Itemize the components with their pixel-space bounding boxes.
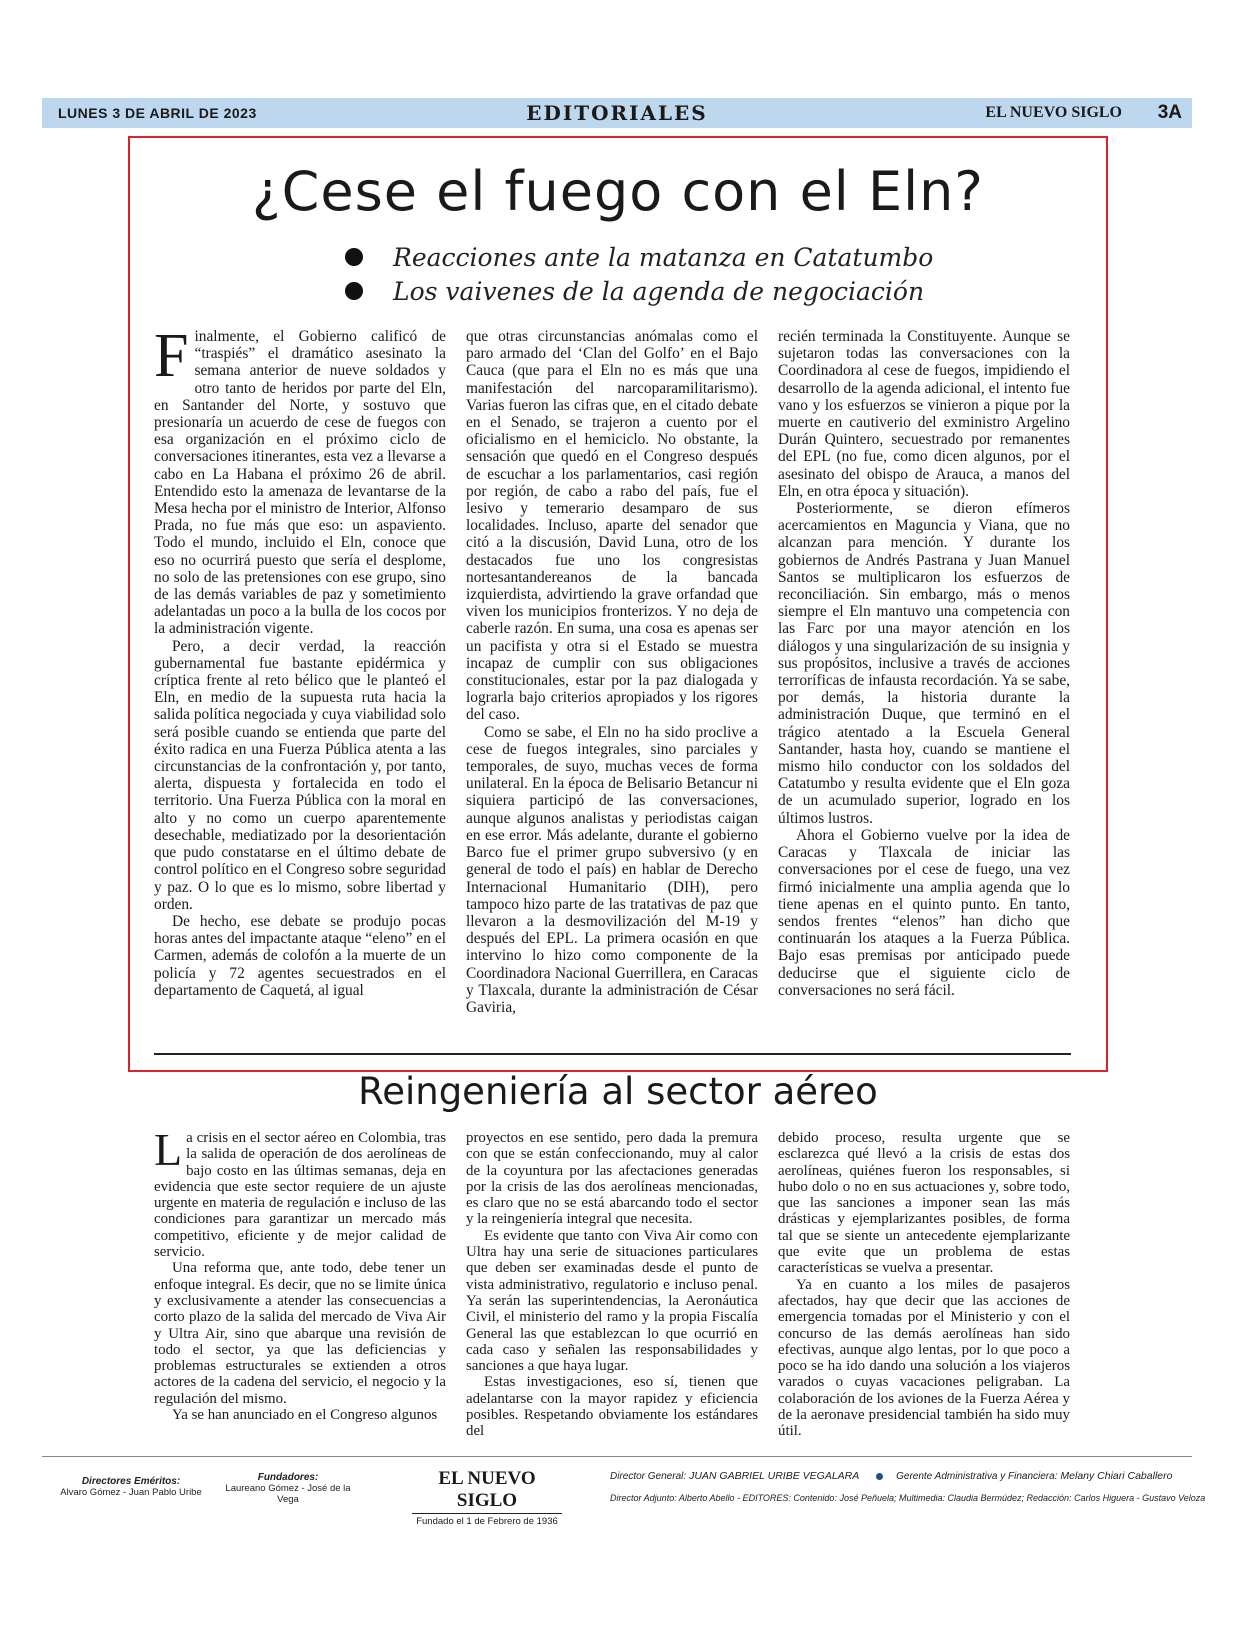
footer-divider <box>42 1456 1192 1457</box>
issue-date: LUNES 3 DE ABRIL DE 2023 <box>58 105 257 121</box>
paragraph: Ya en cuanto a los miles de pasajeros afectados, hay que decir que las acciones de emergencia tomadas por el Ministerio y con el concurso de las demás aerolíneas han sido efectivas, aunque algo lentas, por lo que poco a poco se ha ido dando una solución a los viajeros varados o cuyas vacaciones peligraban. La colaboración de los aviones de la Fuerza Aérea y de la aeronave presidencial también ha sido muy útil. <box>778 1276 1070 1440</box>
paragraph: Como se sabe, el Eln no ha sido proclive a cese de fuegos integrales, sino parciales y temporales, de suyo, muchas veces de forma unilateral. En la época de Belisario Betancur ni siquiera participó de las conversaciones, aunque algunos analistas y periodistas caigan en ese error. Más adelante, durante el gobierno Barco fue el primer grupo subversivo (y en general de todo el país) en hablar de Derecho Internacional Humanitario (DIH), pero tampoco hizo parte de las tratativas de paz que llevaron a la desmovilización del M-19 y después del EPL. La primera ocasión en que intervino lo hizo como componente de la Coordinadora Nacional Guerrillera, en Caracas y Tlaxcala, durante la administración de César Gaviria, <box>466 723 758 1016</box>
footer-value: Laureano Gómez - José de la Vega <box>225 1483 351 1505</box>
editorial-1-column-1 <box>154 322 446 999</box>
paragraph-text: a crisis en el sector aéreo en Colombia, tras la salida de operación de dos aerolíneas de bajo costo en las últimas semanas, deja en evidencia que este sector requiere de un ajuste urgente en materia de regulación e incluso de las condiciones para garantizar un mercado más competitivo, eficiente y de mejor calidad de servicio. <box>154 1130 446 1261</box>
editorial-2-column-2 <box>466 1130 758 1440</box>
paragraph: Pero, a decir verdad, la reacción gubernamental fue bastante epidérmica y críptica frente al reto bélico que le planteó el Eln, en medio de la supuesta ruta hacia la salida política negociada y cuya viabilidad solo será posible cuando se entienda que parte del éxito radica en una Fuerza Pública atenta a las circunstancias de la confrontación y, por tanto, alerta, dispuesta y fortalecida en todo el territorio. Una Fuerza Pública con la moral en alto y no como un cuerpo aparentemente desechable, mediatizado por la desorientación que pudo constatarse en el último debate de control político en el Congreso sobre seguridad y paz. O lo que es lo mismo, sobre libertad y orden. <box>154 637 446 913</box>
newspaper-logo: EL NUEVO SIGLO <box>985 104 1122 121</box>
emeritus-directors <box>56 1476 206 1498</box>
section-divider <box>154 1053 1071 1055</box>
subhead-item <box>345 240 933 274</box>
editorial-1-subheads <box>345 240 933 308</box>
paragraph: Estas investigaciones, eso sí, tienen que adelantarse con la mayor rapidez y eficiencia posibles. Respetando obviamente los estándares del <box>466 1374 758 1440</box>
editorial-1-title: ¿Cese el fuego con el Eln? <box>252 160 984 223</box>
founded-date: Fundado el 1 de Febrero de 1936 <box>416 1516 558 1527</box>
staff-line: Director Adjunto: Alberto Abello - EDITORES: Contenido: José Peñuela; Multimedia: Claudia Bermúdez; Redacción: Carlos Higuera - Gustavo Veloza <box>610 1493 1206 1503</box>
paragraph: proyectos en ese sentido, pero dada la premura con que se están confeccionando, muy al calor de la coyuntura por las afectaciones generadas por la crisis de las dos aerolíneas mencionadas, es claro que no se está abarcando todo el sector y la reingeniería integral que necesita. <box>466 1130 758 1228</box>
editorial-2-column-3 <box>778 1130 1070 1440</box>
bullet-icon <box>345 248 363 266</box>
masthead-line <box>610 1470 1172 1482</box>
paragraph: debido proceso, resulta urgente que se esclarezca qué llevó a la crisis de estas dos aerolíneas, quiénes fueron los responsables, si hubo dolo o no en sus actuaciones y, sobre todo, que las sanciones a imponer sean las más drásticas y ejemplarizantes posibles, de forma tal que se siente un antecedente ejemplarizante que evite que un problema de estas características se vuelva a presentar. <box>778 1130 1070 1277</box>
subhead-item <box>345 274 933 308</box>
editorial-2-column-1 <box>154 1124 446 1424</box>
page-number: 3A <box>1157 102 1182 123</box>
footer-logo-block <box>412 1468 562 1527</box>
editorial-1-column-3 <box>778 328 1070 999</box>
paragraph: De hecho, ese debate se produjo pocas horas antes del impactante ataque “eleno” en el Carmen, además de colofón a la muerte de un policía y 72 agentes secuestrados en el departamento de Caquetá, al igual <box>154 912 446 999</box>
paragraph <box>154 322 446 638</box>
paragraph: Ahora el Gobierno vuelve por la idea de Caracas y Tlaxcala de iniciar las conversaciones por el cese de fuego, una vez firmó inicialmente una amplia agenda que lo tiene apenas en el quinto punto. En tanto, sendos frentes “elenos” han dicho que continuarán los ataques a la Fuerza Pública. Bajo esas premisas por anticipado puede deducirse que el siguiente ciclo de conversaciones no será fácil. <box>778 826 1070 999</box>
editorial-2-title: Reingeniería al sector aéreo <box>358 1070 878 1113</box>
drop-cap: F <box>154 322 189 390</box>
founders <box>218 1472 358 1505</box>
footer-value: Alvaro Gómez - Juan Pablo Uribe <box>60 1487 202 1498</box>
page-header <box>42 98 1192 128</box>
paragraph: Ya se han anunciado en el Congreso algunos <box>172 1407 438 1424</box>
footer-logo: EL NUEVO SIGLO <box>412 1468 562 1514</box>
separator-dot-icon <box>876 1473 883 1480</box>
paragraph: Posteriormente, se dieron efímeros acercamientos en Maguncia y Viana, que no alcanzan para mención. Y durante los gobiernos de Andrés Pastrana y Juan Manuel Santos se multiplicaron los esfuerzos de reconciliación. Sin embargo, más o menos siempre el Eln mantuvo una competencia con las Farc por una mayor atención en los diálogos y una singularización de su insignia y sus propósitos, inclusive a través de acciones terroríficas de infausta recordación. Ya se sabe, por demás, la historia durante la administración Duque, que terminó en el trágico atentado a la Escuela General Santander, hasta hoy, cuando se mantiene el mismo hilo conductor con los soldados del Catatumbo y resulta evidente que el Eln goza de un acumulado superior, logrado en los últimos lustros. <box>778 500 1070 827</box>
paragraph: que otras circunstancias anómalas como el paro armado del ‘Clan del Golfo’ en el Bajo Cauca (que para el Eln no es más que una manifestación del narcoparamilitarismo). Varias fueron las cifras que, en el citado debate en el Senado, se trajeron a cuento por el oficialismo en el hemiciclo. No obstante, la sensación que quedó en el Congreso después de escuchar a los parlamentarios, casi región por región, de cabo a rabo del país, fue el lesivo y temerario desamparo de sus localidades. Incluso, aparte del senador que citó a la discusión, David Luna, otro de los destacados fue uno los congresistas nortesantandereanos de la bancada izquierdista, advirtiendo la grave orfandad que viven los municipios fronterizos. Y no deja de caberle razón. En suma, una cosa es apenas ser un pacifista y otra si el Estado se muestra incapaz de cumplir con sus obligaciones constitucionales, estar por la paz dialogada y lograrla bajo criterios apropiados y los rigores del caso. <box>466 328 758 724</box>
editorial-1-column-2 <box>466 328 758 1016</box>
footer-label: Gerente Administrativa y Financiera: <box>896 1471 1058 1482</box>
section-title: EDITORIALES <box>526 101 708 125</box>
footer-label: Director General: <box>610 1471 687 1482</box>
footer-value: Melany Chiari Caballero <box>1060 1470 1173 1482</box>
footer-label: Directores Eméritos: <box>81 1476 181 1487</box>
bullet-icon <box>345 282 363 300</box>
paragraph: recién terminada la Constituyente. Aunque se sujetaron todas las conversaciones con la Coordinadora al cese de fuegos, impidiendo el desarrollo de la agenda adicional, el intento fue vano y los esfuerzos se vinieron a pique por la muerte en cautiverio del exministro Argelino Durán Quintero, secuestrado por remanentes del EPL (no fue, como dicen algunos, por el asesinato del obispo de Arauca, a manos del Eln, en otra época y situación). <box>778 328 1070 500</box>
footer-label: Fundadores: <box>257 1472 319 1483</box>
subhead-text: Los vaivenes de la agenda de negociación <box>393 276 925 306</box>
footer-value: JUAN GABRIEL URIBE VEGALARA <box>689 1470 860 1482</box>
drop-cap: L <box>154 1124 183 1175</box>
paragraph: Una reforma que, ante todo, debe tener un enfoque integral. Es decir, que no se limite única y exclusivamente a atender las consecuencias a corto plazo de la salida del mercado de Viva Air y Ultra Air, sino que abarque una revisión de todo el sector, ya que las deficiencias y problemas estructurales se extienden a otros actores de la cadena del servicio, el negocio y la regulación del mismo. <box>154 1260 446 1407</box>
subhead-text: Reacciones ante la matanza en Catatumbo <box>393 242 934 272</box>
paragraph: Es evidente que tanto con Viva Air como con Ultra hay una serie de situaciones particulares que deben ser examinadas desde el punto de vista administrativo, regulatorio e incluso penal. Ya serán las superintendencias, la Aeronáutica Civil, el ministerio del ramo y la propia Fiscalía General las que establezcan lo que ocurrió en cada caso y señalen las responsabilidades y sanciones a que haya lugar. <box>466 1227 758 1375</box>
paragraph <box>154 1124 446 1261</box>
paragraph-text: inalmente, el Gobierno calificó de “traspiés” el dramático asesinato la semana anterior de nueve soldados y otro tanto de heridos por parte del Eln, en Santander del Norte, y sostuvo que presionaría un acuerdo de cese de fuegos con esa organización en el próximo ciclo de conversaciones itinerantes, esta vez a llevarse a cabo en La Habana el próximo 26 de abril. Entendido esto la amenaza de levantarse de la Mesa hecha por el ministro de Interior, Alfonso Prada, no fue más que eso: un aspaviento. Todo el mundo, incluido el Eln, conoce que eso no ocurrirá puesto que sería el desplome, no solo de las pretensiones con ese grupo, sino de las demás variables de paz y sometimiento adelantadas un poco a la bulla de los cocos por la administración vigente. <box>154 328 446 638</box>
